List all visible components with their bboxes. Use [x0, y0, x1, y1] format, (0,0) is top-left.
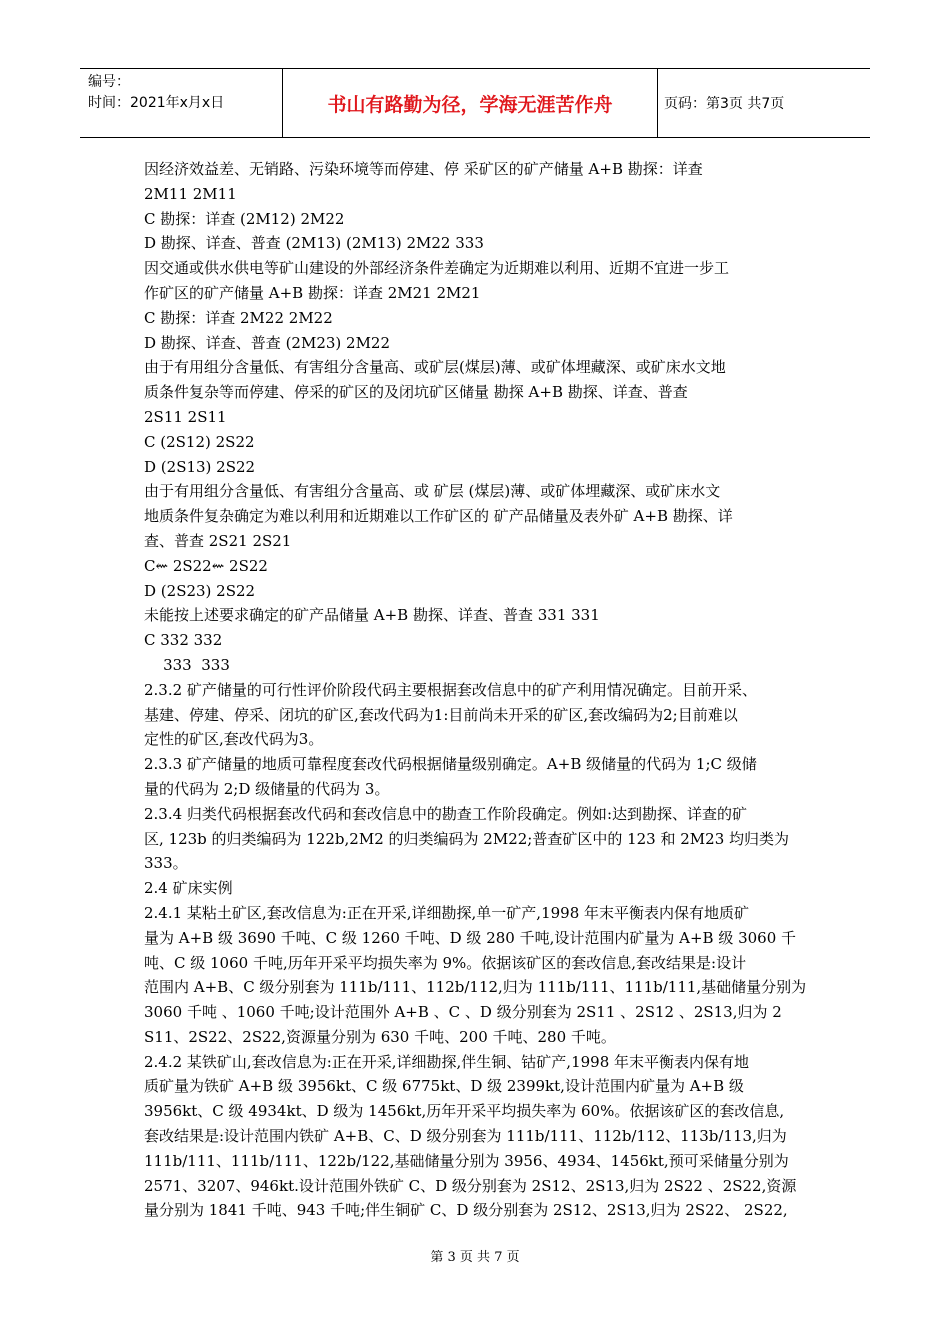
- body-line: C 勘探：详查 2M22 2M22: [144, 308, 333, 327]
- document-body: [144, 157, 810, 1223]
- body-line: 2.3.4 归类代码根据套改代码和套改信息中的勘查工作阶段确定。例如:达到勘探、详查的矿: [144, 804, 747, 823]
- body-line: 2M11 2M11: [144, 184, 237, 203]
- body-line: 由于有用组分含量低、有害组分含量高、或矿层(煤层)薄、或矿体埋藏深、或矿床水文地: [144, 358, 726, 377]
- header-left-cell: [80, 69, 282, 137]
- header-motto: 书山有路勤为径，学海无涯苦作舟: [282, 69, 658, 137]
- body-line: 量分别为 1841 千吨、943 千吨;伴生铜矿 C、D 级分别套为 2S12、2S13,归为 2S22、 2S22,: [144, 1201, 788, 1220]
- doc-time-label: 时间：2021年x月x日: [88, 95, 225, 111]
- body-line: 吨、C 级 1060 千吨,历年开采平均损失率为 9%。依据该矿区的套改信息,套改结果是:设计: [144, 953, 747, 972]
- body-line: 量的代码为 2;D 级储量的代码为 3。: [144, 779, 390, 798]
- body-line: 量为 A+B 级 3690 千吨、C 级 1260 千吨、D 级 280 千吨,设计范围内矿量为 A+B 级 3060 千: [144, 928, 797, 947]
- body-line: C 勘探：详查 (2M12) 2M22: [144, 209, 345, 228]
- body-line: 地质条件复杂确定为难以利用和近期难以工作矿区的 矿产品储量及表外矿 A+B 勘探、详: [144, 507, 733, 526]
- body-line: 范围内 A+B、C 级分别套为 111b/111、112b/112,归为 111b/111、111b/111,基础储量分别为: [144, 978, 807, 997]
- body-line: 2.3.2 矿产储量的可行性评价阶段代码主要根据套改信息中的矿产利用情况确定。目前开采、: [144, 680, 757, 699]
- body-line: 查、普查 2S21 2S21: [144, 531, 292, 550]
- body-line: 质条件复杂等而停建、停采的矿区的及闭坑矿区储量 勘探 A+B 勘探、详查、普查: [144, 383, 688, 402]
- body-line: D (2S13) 2S22: [144, 457, 256, 476]
- body-line: S11、2S22、2S22,资源量分别为 630 千吨、200 千吨、280 千吨。: [144, 1027, 616, 1046]
- body-line: 3060 千吨 、1060 千吨;设计范围外 A+B 、C 、D 级分别套为 2S11 、2S12 、2S13,归为 2: [144, 1003, 782, 1022]
- body-line: 2571、3207、946kt.设计范围外铁矿 C、D 级分别套为 2S12、2S13,归为 2S22 、2S22,资源: [144, 1176, 797, 1195]
- body-line: D (2S23) 2S22: [144, 581, 256, 600]
- body-line: 未能按上述要求确定的矿产品储量 A+B 勘探、详查、普查 331 331: [144, 606, 600, 625]
- body-line: 由于有用组分含量低、有害组分含量高、或 矿层 (煤层)薄、或矿体埋藏深、或矿床水文: [144, 482, 721, 501]
- body-line: 2S11 2S11: [144, 407, 227, 426]
- body-line: 作矿区的矿产储量 A+B 勘探：详查 2M21 2M21: [144, 283, 481, 302]
- body-line: 2.4.1 某粘土矿区,套改信息为:正在开采,详细勘探,单一矿产,1998 年末平衡表内保有地质矿: [144, 903, 750, 922]
- body-line: C (2S12) 2S22: [144, 432, 255, 451]
- body-line: 3956kt、C 级 4934kt、D 级为 1456kt,历年开采平均损失率为 60%。依据该矿区的套改信息,: [144, 1102, 785, 1121]
- body-line: 2.4 矿床实例: [144, 879, 233, 898]
- body-line: 区, 123b 的归类编码为 122b,2M2 的归类编码为 2M22;普查矿区中的 123 和 2M23 均归类为: [144, 829, 790, 848]
- body-line: 因交通或供水供电等矿山建设的外部经济条件差确定为近期难以利用、近期不宜进一步工: [144, 259, 730, 278]
- body-line: C⇜ 2S22⇜ 2S22: [144, 556, 268, 575]
- body-line: 2.4.2 某铁矿山,套改信息为:正在开采,详细勘探,伴生铜、钴矿产,1998 年末平衡表内保有地: [144, 1052, 750, 1071]
- header-page-label: 页码：第3页 共7页: [664, 96, 785, 112]
- doc-number-label: 编号：: [88, 74, 130, 90]
- page-footer: 第 3 页 共 7 页: [430, 1250, 520, 1265]
- body-line: 333 333: [144, 655, 230, 674]
- body-line: 111b/111、111b/111、122b/122,基础储量分别为 3956、4934、1456kt,预可采储量分别为: [144, 1151, 789, 1170]
- body-line: 质矿量为铁矿 A+B 级 3956kt、C 级 6775kt、D 级 2399kt,设计范围内矿量为 A+B 级: [144, 1077, 744, 1096]
- body-line: 定性的矿区,套改代码为3。: [144, 730, 324, 749]
- page-header: [80, 68, 870, 138]
- body-line: 2.3.3 矿产储量的地质可靠程度套改代码根据储量级别确定。A+B 级储量的代码为 1;C 级储: [144, 755, 757, 774]
- body-line: D 勘探、详查、普查 (2M23) 2M22: [144, 333, 391, 352]
- body-line: C 332 332: [144, 631, 223, 650]
- body-line: 套改结果是:设计范围内铁矿 A+B、C、D 级分别套为 111b/111、112b/112、113b/113,归为: [144, 1127, 787, 1146]
- body-line: D 勘探、详查、普查 (2M13) (2M13) 2M22 333: [144, 234, 484, 253]
- body-line: 因经济效益差、无销路、污染环境等而停建、停 采矿区的矿产储量 A+B 勘探：详查: [144, 160, 703, 178]
- body-line: 333。: [144, 854, 188, 873]
- body-line: 基建、停建、停采、闭坑的矿区,套改代码为1:目前尚未开采的矿区,套改编码为2;目前难以: [144, 705, 738, 724]
